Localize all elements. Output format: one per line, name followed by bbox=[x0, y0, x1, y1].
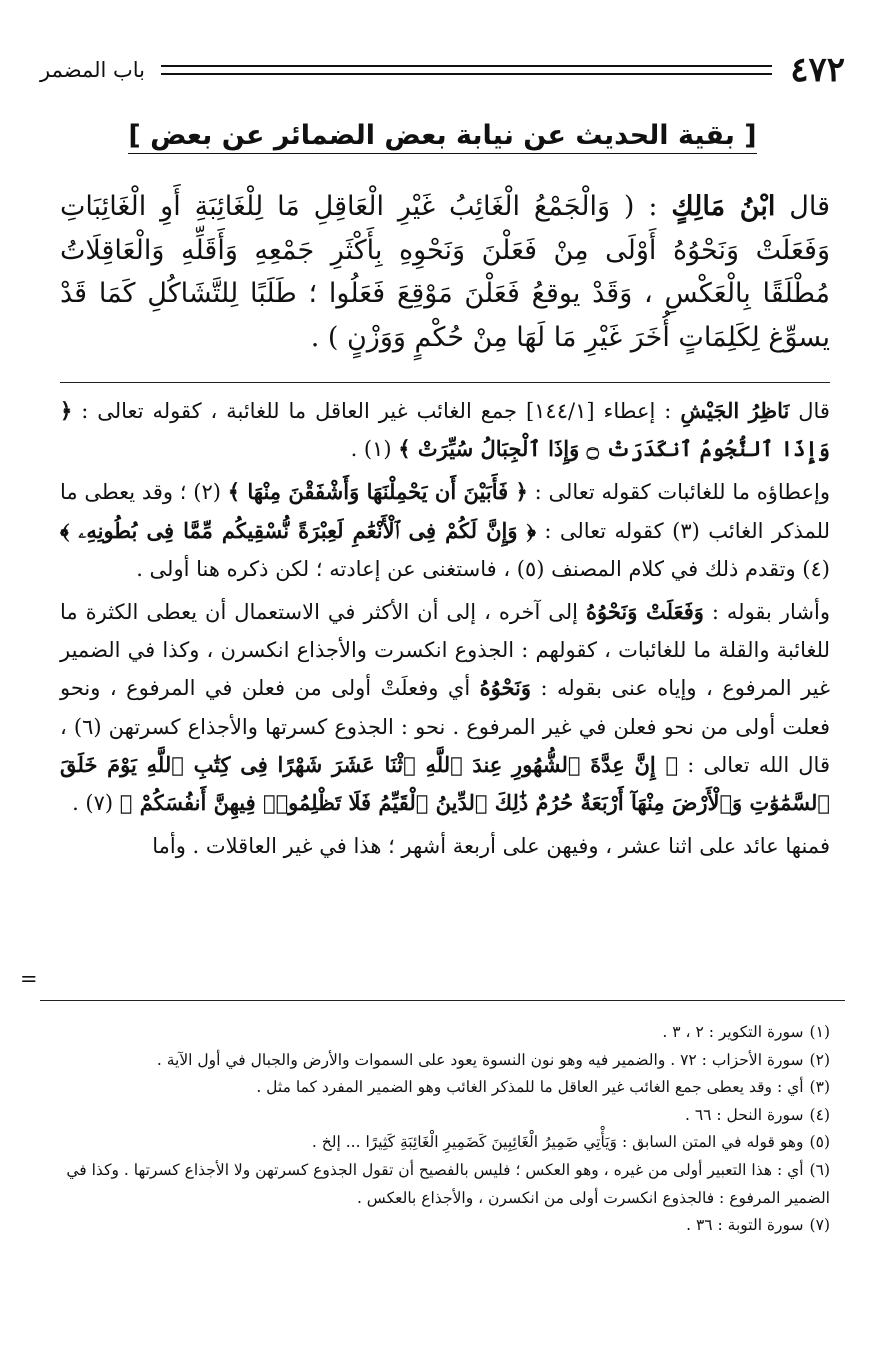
footnote-text: أي : هذا التعبير أولى من غيره ، وهو العكس ؛ فليس بالفصيح أن تقول الجذوع كسرتهن ولا الأجذاع كسرتها . وكذا في الضمير المرفوع : فالجذوع انكسرت أولى من انكسرن ، والأجذاع بالعكس . bbox=[66, 1160, 830, 1207]
footnote-number: (٦) bbox=[809, 1160, 830, 1179]
footnote-number: (٤) bbox=[809, 1105, 830, 1124]
footnote-number: (٢) bbox=[809, 1050, 830, 1069]
p2-quran-1: ﴿ فَأَبَيْنَ أَن يَحْمِلْنَهَا وَأَشْفَقْنَ مِنْهَا ﴾ bbox=[227, 479, 528, 505]
section-title-text: [ بقية الحديث عن نيابة بعض الضمائر عن بعض ] bbox=[128, 120, 756, 154]
page-number: ٤٧٢ bbox=[790, 50, 845, 90]
footnote-divider bbox=[40, 1000, 845, 1001]
footnote bbox=[60, 1212, 830, 1240]
p1-quran: ﴿ وَإِذَا ٱلنُّجُومُ ٱنكَدَرَتْ ۝ وَإِذَا ٱلْجِبَالُ سُيِّرَتْ ﴾ bbox=[60, 398, 830, 462]
p3-quran: ﴿ إِنَّ عِدَّةَ ٱلشُّهُورِ عِندَ ٱللَّهِ ٱثْنَا عَشَرَ شَهْرًا فِى كِتَٰبِ ٱللَّهِ يَوْمَ خَلَقَ ٱلسَّمَٰوَٰتِ وَٱلْأَرْضَ مِنْهَآ أَرْبَعَةٌ حُرُمٌ ذَٰلِكَ ٱلدِّينُ ٱلْقَيِّمُ فَلَا تَظْلِمُوا۟ فِيهِنَّ أَنفُسَكُمْ ﴾ bbox=[60, 751, 830, 816]
commentary-paragraph-3 bbox=[60, 593, 830, 822]
footnote-text: سورة التوبة : ٣٦ . bbox=[686, 1216, 804, 1235]
matn-divider bbox=[60, 382, 830, 383]
p1-text-b: (١) . bbox=[350, 437, 392, 462]
p1-author: نَاظِرُ الجَيْشِ bbox=[680, 398, 790, 423]
commentary-paragraph-4: فمنها عائد على اثنا عشر ، وفيهن على أربعة أشهر ؛ هذا في غير العاقلات . وأما bbox=[152, 834, 830, 859]
footnote bbox=[60, 1157, 830, 1212]
commentary-body bbox=[60, 392, 830, 870]
footnote-number: (٣) bbox=[809, 1078, 830, 1097]
matn-author: ابْنُ مَالِكٍ bbox=[671, 191, 776, 222]
p3-quote-1: وَفَعَلَتْ وَنَحْوُهُ bbox=[585, 599, 704, 625]
footnote-text: سورة النحل : ٦٦ . bbox=[684, 1105, 804, 1124]
p3-text-e: (٧) . bbox=[72, 791, 114, 816]
continuation-mark: = bbox=[20, 967, 38, 991]
p3-text-d: أي وفعلَتْ أولى من فعلن في المرفوع ، ونحو فعلت أولى من نحو فعلن في غير المرفوع . نحو : الجذوع كسرتها والأجذاع كسرتهن (٦) ، قال الله تعالى : bbox=[60, 676, 830, 777]
footnote-number: (٧) bbox=[809, 1216, 830, 1235]
commentary-paragraph-2 bbox=[60, 473, 830, 588]
p2-text-c: (٤) وتقدم ذلك في كلام المصنف (٥) ، فاستغنى عن إعادته ؛ لكن ذكره هنا أولى . bbox=[136, 556, 830, 581]
p3-text-a: وأشار بقوله : bbox=[711, 600, 830, 625]
footnote bbox=[60, 1102, 830, 1130]
p2-text-a: وإعطاؤه ما للغائبات كقوله تعالى : bbox=[534, 480, 831, 505]
footnote bbox=[60, 1019, 830, 1047]
p3-quote-2: وَنَحْوُهُ bbox=[479, 675, 532, 701]
footnotes bbox=[60, 1019, 830, 1240]
p1-text-a: : إعطاء [١٤٤/١] جمع الغائب غير العاقل ما للغائبة ، كقوله تعالى : bbox=[81, 399, 672, 423]
footnote-text: سورة الأحزاب : ٧٢ . والضمير فيه وهو نون النسوة يعود على السموات والأرض والجبال في أول الآية . bbox=[156, 1050, 804, 1069]
footnote-text: وهو قوله في المتن السابق : وَيَأْتِي ضَمِيرُ الْغَائِبِينَ كَضَمِيرِ الْغَائِبَةِ كَثِيرًا ... إلخ . bbox=[311, 1133, 804, 1152]
footnote bbox=[60, 1074, 830, 1102]
matn-paragraph bbox=[60, 185, 830, 359]
footnote bbox=[60, 1129, 830, 1157]
page-header bbox=[40, 52, 845, 88]
p3-text-c: إلى آخره ، إلى أن الأكثر في الاستعمال أن يعطى الكثرة ما للغائبة والقلة ما للغائبات ، كقولهم : الجذوع انكسرت والأجذاع انكسرن ، وكذا في الضمير غير المرفوع ، وإياه عنى بقوله : bbox=[60, 600, 830, 701]
matn-text: : ( وَالْجَمْعُ الْغَائِبُ غَيْرِ الْعَاقِلِ مَا لِلْغَائِبَةِ أَوِ الْغَائِبَاتِ وَفَعَلَتْ وَنَحْوُهُ أَوْلَى مِنْ فَعَلْنَ وَنَحْوِهِ بِأَكْثَرِ جَمْعِهِ وَأَقَلِّهِ وَالْعَاقِلَاتُ مُطْلَقًا بِالْعَكْسِ ، وَقَدْ يوقعُ فَعَلْنَ مَوْقِعَ فَعَلُوا ؛ طَلَبًا لِلتَّشَاكُلِ كَمَا قَدْ يسوِّغ لِكَلِمَاتٍ أُخَرَ غَيْرِ مَا لَهَا مِنْ حُكْمٍ وَوَزْنٍ ) . bbox=[60, 191, 830, 353]
p1-intro: قال bbox=[798, 399, 830, 423]
matn-intro: قال bbox=[789, 191, 831, 222]
commentary-paragraph-1 bbox=[60, 392, 830, 468]
section-title bbox=[40, 120, 845, 151]
running-title: باب المضمر bbox=[40, 58, 145, 82]
p2-text-b: (٢) ؛ وقد يعطى ما للمذكر الغائب (٣) كقوله تعالى : bbox=[60, 480, 830, 543]
footnote-number: (٥) bbox=[809, 1133, 830, 1152]
footnote-text: سورة التكوير : ٢ ، ٣ . bbox=[662, 1023, 804, 1041]
footnote-text: أي : وقد يعطى جمع الغائب غير العاقل ما للمذكر الغائب وهو الضمير المفرد كما مثل . bbox=[256, 1078, 804, 1097]
p2-quran-2: ﴿ وَإِنَّ لَكُمْ فِى ٱلْأَنْعَٰمِ لَعِبْرَةً نُّسْقِيكُم مِّمَّا فِى بُطُونِهِۦ ﴾ bbox=[60, 517, 536, 543]
footnote-number: (١) bbox=[809, 1023, 830, 1041]
footnote bbox=[60, 1047, 830, 1075]
header-double-rule bbox=[161, 65, 772, 75]
